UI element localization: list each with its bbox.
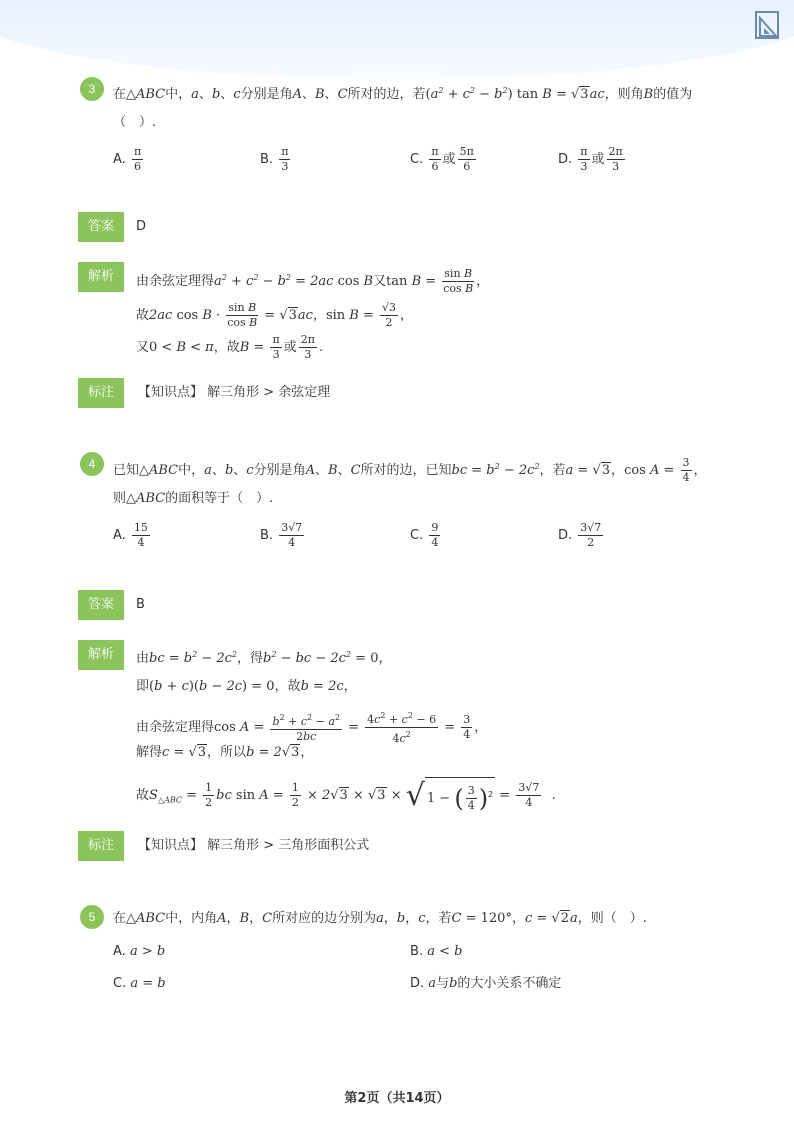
question-number-badge: 5 (80, 905, 104, 929)
note-label: 标注 (78, 831, 124, 861)
answer-label: 答案 (78, 590, 124, 620)
question-paren: （ ）. (113, 115, 157, 130)
option-b[interactable]: B. a < b (410, 944, 463, 959)
question-stem: 已知△ABC中，a、b、c分别是角A、B、C所对的边，已知bc = $b^2 - 2c^2$，若a = √3，cos A = $\frac{3}{4}$ ， (113, 456, 707, 484)
analysis-line-1: 由余弦定理得$a^2 + c^2 - b^2 = 2ac$ cos B又tan B = $\frac{\text{sin B}}{\text{cos B}}$ ， (136, 267, 490, 295)
answer-label: 答案 (78, 212, 124, 242)
page-footer: 第2页（共14页） (344, 1091, 450, 1106)
analysis-line-2: 即(b + c)(b − 2c) = 0，故b = 2c， (136, 679, 357, 694)
analysis-line-3: 又0 < B < π，故B = $\frac{\pi}{3}$ 或 $\frac{2\pi}{3}$ . (136, 333, 324, 361)
answer-value: B (136, 597, 145, 612)
header-band (0, 0, 794, 80)
analysis-line-1: 由bc = $b^2 - 2c^2$，得$b^2$ − bc − $2c^2 = 0$， (136, 650, 392, 666)
option-c[interactable]: C. a = b (113, 976, 166, 991)
option-b[interactable]: B. $\frac{3√7}{4}$ (260, 521, 303, 549)
question-number-badge: 4 (80, 452, 104, 476)
question-stem: 在△ABC中，a、b、c分别是角A、B、C所对的边，若$(a^2 + c^2 - b^2)$ tan B = √3ac，则角B的值为 (113, 86, 693, 102)
option-d[interactable]: D. $\frac{\pi}{3}$ 或 $\frac{2\pi}{3}$ (558, 145, 623, 173)
analysis-line-4: 解得c = √3，所以b = 2√3， (136, 745, 314, 760)
option-a[interactable]: A. $\frac{\pi}{6}$ (113, 145, 142, 173)
ruler-triangle-logo-icon (754, 10, 782, 40)
option-c[interactable]: C. $\frac{\pi}{6}$ 或 $\frac{5\pi}{6}$ (410, 145, 474, 173)
question-stem: 在△ABC中，内角A，B，C所对应的边分别为a，b，c，若C = 120°，c = √2a，则（ ）. (113, 911, 647, 926)
option-b[interactable]: B. $\frac{\pi}{3}$ (260, 145, 289, 173)
analysis-line-3: 由余弦定理得cos A = $\frac{b^2 + c^2 - a^2}{2bc}$ = $\frac{4c^2 + c^2 - 6}{4c^2}$ = $\frac{3}{4}$ ， (136, 711, 488, 745)
option-c[interactable]: C. $\frac{9}{4}$ (410, 521, 439, 549)
analysis-line-5: 故$S_{\triangle ABC}$ = $\frac{1}{2}$ bc sin A = $\frac{1}{2}$ × 2√3 × √3 × √ 1 − ( $\frac{3}{4}$ )$^2$ = $\frac{3√7}{4}$ . (136, 777, 556, 813)
note-value: 【知识点】 解三角形 > 三角形面积公式 (138, 838, 370, 853)
option-d[interactable]: D. a与b的大小关系不确定 (410, 976, 562, 991)
analysis-label: 解析 (78, 640, 124, 670)
note-label: 标注 (78, 378, 124, 408)
option-a[interactable]: A. a > b (113, 944, 166, 959)
note-value: 【知识点】 解三角形 > 余弦定理 (138, 385, 331, 400)
answer-value: D (136, 219, 147, 234)
analysis-label: 解析 (78, 262, 124, 292)
option-a[interactable]: A. $\frac{15}{4}$ (113, 521, 148, 549)
question-stem-2: 则△ABC的面积等于（ ）. (113, 491, 274, 506)
question-number-badge: 3 (80, 77, 104, 101)
option-d[interactable]: D. $\frac{3√7}{2}$ (558, 521, 602, 549)
analysis-line-2: 故2ac cos B · $\frac{\text{sin B}}{\text{cos B}}$ = √3ac，sin B = $\frac{√3}{2}$ ， (136, 301, 414, 329)
